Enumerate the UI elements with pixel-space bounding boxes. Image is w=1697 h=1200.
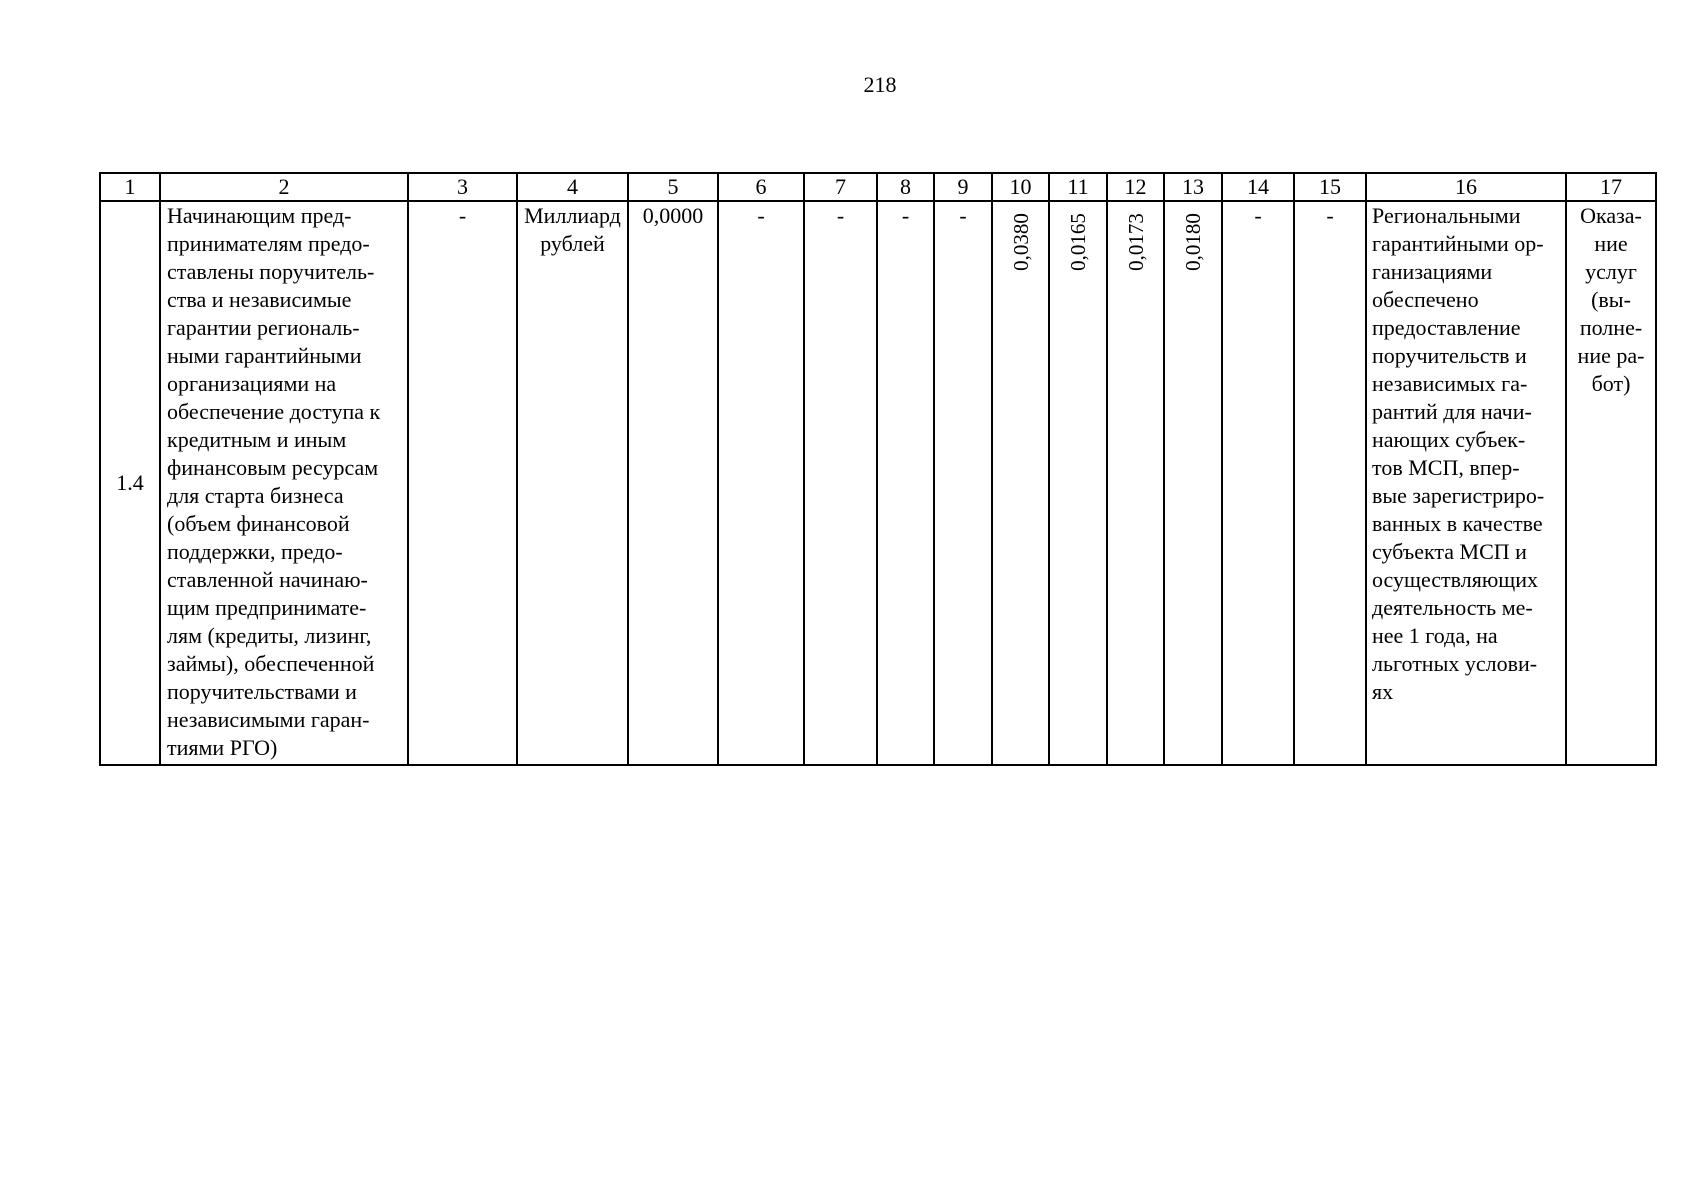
cell-col10 [992,201,1049,765]
header-cell: 15 [1294,173,1366,201]
cell-col8: - [877,201,934,765]
unit-cell: Миллиард рублей [517,201,628,765]
cell-col7: - [804,201,877,765]
header-cell: 8 [877,173,934,201]
value-col11: 0,0165 [1066,213,1090,271]
document-table [99,172,1657,766]
type-cell: Оказа- ние услуг (вы- полне- ние ра- бот) [1566,201,1656,765]
table-header-row [100,173,1656,201]
cell-col11 [1049,201,1107,765]
header-cell: 2 [160,173,408,201]
cell-col15: - [1294,201,1366,765]
header-cell: 11 [1049,173,1107,201]
header-cell: 10 [992,173,1049,201]
cell-col14: - [1222,201,1294,765]
value-col10: 0,0380 [1008,213,1033,271]
header-cell: 5 [628,173,718,201]
header-cell: 12 [1107,173,1164,201]
row-number: 1.4 [100,201,160,765]
cell-col9: - [934,201,992,765]
header-cell: 7 [804,173,877,201]
cell-col6: - [718,201,804,765]
value-col13: 0,0180 [1181,213,1205,271]
header-cell: 9 [934,173,992,201]
base-value-cell: 0,0000 [628,201,718,765]
page-number: 218 [863,72,897,97]
header-cell: 14 [1222,173,1294,201]
header-cell: 1 [100,173,160,201]
header-cell: 17 [1566,173,1656,201]
cell-col13 [1164,201,1222,765]
cell-col3: - [408,201,517,765]
cell-col12 [1107,201,1164,765]
table-row [100,201,1656,765]
value-col12: 0,0173 [1123,213,1148,271]
header-cell: 4 [517,173,628,201]
header-cell: 13 [1164,173,1222,201]
header-cell: 6 [718,173,804,201]
result-cell: Региональными гарантийными ор- ганизациями обеспечено предоставление поручительств и независимых га- рантий для начи- нающих субъек- тов МСП, впер- вые зарегистриро- ванных в качестве субъекта МСП и осуществляющих деятельность ме- нее 1 года, на льготных услови- ях [1366,201,1566,765]
header-cell: 3 [408,173,517,201]
header-cell: 16 [1366,173,1566,201]
row-description: Начинающим пред- принимателям предо- ставлены поручитель- ства и независимые гарантии региональ- ными гарантийными организациями на обеспечение доступа к кредитным и иным финансовым ресурсам для старта бизнеса (объем финансовой поддержки, предо- ставленной начинаю- щим предпринимате- лям (кредиты, лизинг, займы), обеспеченной поручительствами и независимыми гаран- тиями РГО) [160,201,408,765]
